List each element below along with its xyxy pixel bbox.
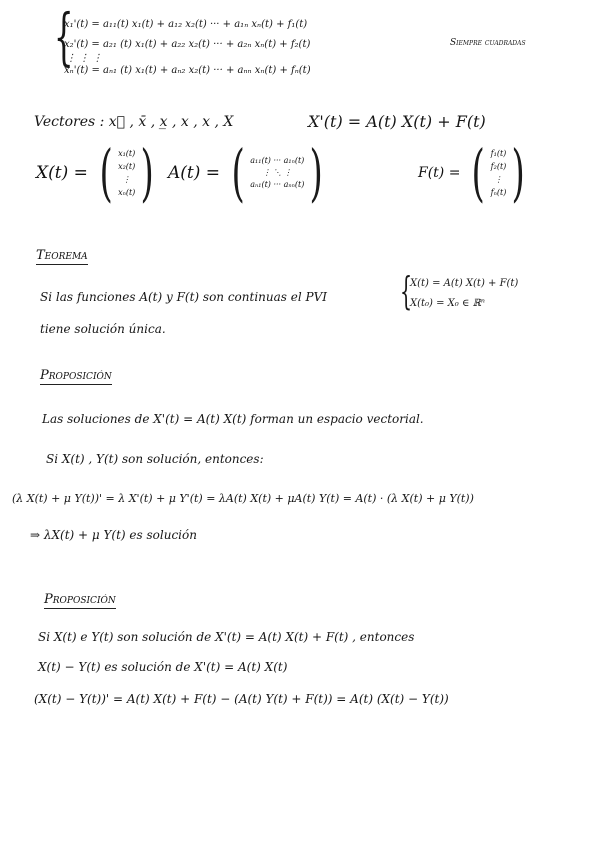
vectores-label: Vectores : x⃗ , x̄ , x̲ , x , x , X — [34, 114, 234, 130]
f-entry: f₂(t) — [490, 162, 507, 171]
proposicion-1-line-3: (λ X(t) + μ Y(t))' = λ X'(t) + μ Y'(t) = λA(t) X(t) + μA(t) Y(t) = A(t) · (λ X(t) + μ Y(t)) — [12, 492, 474, 505]
f-right-paren: ) — [511, 136, 526, 209]
proposicion-1-line-4: ⇒ λX(t) + μ Y(t) es solución — [30, 528, 197, 542]
teorema-line-2: tiene solución única. — [40, 322, 166, 336]
main-equation: X'(t) = A(t) X(t) + F(t) — [308, 112, 486, 131]
pvi-line-2: X(t₀) = X₀ ∈ ℝⁿ — [410, 298, 485, 309]
a-rows — [250, 155, 304, 191]
system-brace: { — [53, 0, 74, 73]
pvi-line-1: X(t) = A(t) X(t) + F(t) — [410, 278, 519, 289]
system-eq-1: x₁'(t) = a₁₁(t) x₁(t) + a₁₂ x₂(t) ··· + a₁ₙ xₙ(t) + f₁(t) — [64, 19, 308, 30]
a-label: A(t) = — [168, 163, 221, 183]
a-matrix — [168, 136, 329, 209]
proposicion-2-line-2: X(t) − Y(t) es solución de X'(t) = A(t) X(t) — [38, 660, 288, 674]
teorema-line-1: Si las funciones A(t) y F(t) son continuas el PVI — [40, 290, 327, 304]
x-entry: xₙ(t) — [118, 188, 136, 197]
x-left-paren: ( — [99, 136, 113, 209]
x-entry: ⋮ — [122, 175, 131, 184]
proposicion-2-heading: Proposición — [44, 592, 116, 607]
proposicion-2-line-1: Si X(t) e Y(t) son solución de X'(t) = A(t) X(t) + F(t) , entonces — [38, 630, 415, 644]
proposicion-1-line-2: Si X(t) , Y(t) son solución, entonces: — [46, 452, 264, 466]
f-left-paren: ( — [471, 136, 486, 209]
a-left-paren: ( — [231, 136, 245, 209]
x-entry: x₁(t) — [118, 149, 136, 158]
x-entry: x₂(t) — [118, 162, 136, 171]
a-right-paren: ) — [309, 136, 324, 209]
x-vector — [36, 136, 159, 209]
system-dots: ⋮ ⋮ ⋮ — [66, 53, 103, 64]
side-note: Siempre cuadradas — [450, 38, 526, 48]
f-entry: fₙ(t) — [490, 188, 507, 197]
proposicion-1-line-1: Las soluciones de X'(t) = A(t) X(t) forman un espacio vectorial. — [42, 412, 424, 426]
x-label: X(t) = — [36, 163, 88, 183]
f-vector — [418, 136, 531, 209]
a-row: aₙ₁(t) ··· aₙₙ(t) — [250, 180, 305, 189]
teorema-heading: Teorema — [36, 248, 88, 263]
a-row: a₁₁(t) ··· a₁ₙ(t) — [250, 156, 305, 165]
x-right-paren: ) — [140, 136, 155, 209]
proposicion-2-line-3: (X(t) − Y(t))' = A(t) X(t) + F(t) − (A(t) Y(t) + F(t)) = A(t) (X(t) − Y(t)) — [34, 692, 449, 706]
pvi-brace: { — [400, 269, 413, 313]
f-label: F(t) = — [418, 165, 461, 181]
system-eq-3: xₙ'(t) = aₙ₁ (t) x₁(t) + aₙ₂ x₂(t) ··· + aₙₙ xₙ(t) + fₙ(t) — [64, 65, 311, 76]
proposicion-1-heading: Proposición — [40, 368, 112, 383]
f-entries — [491, 147, 507, 199]
f-entry: ⋮ — [494, 175, 503, 184]
a-row: ⋮ ⋱ ⋮ — [262, 168, 292, 177]
f-entry: f₁(t) — [490, 149, 507, 158]
system-eq-2: x₂'(t) = a₂₁ (t) x₁(t) + a₂₂ x₂(t) ··· + a₂ₙ xₙ(t) + f₂(t) — [64, 39, 311, 50]
x-entries — [118, 147, 135, 199]
